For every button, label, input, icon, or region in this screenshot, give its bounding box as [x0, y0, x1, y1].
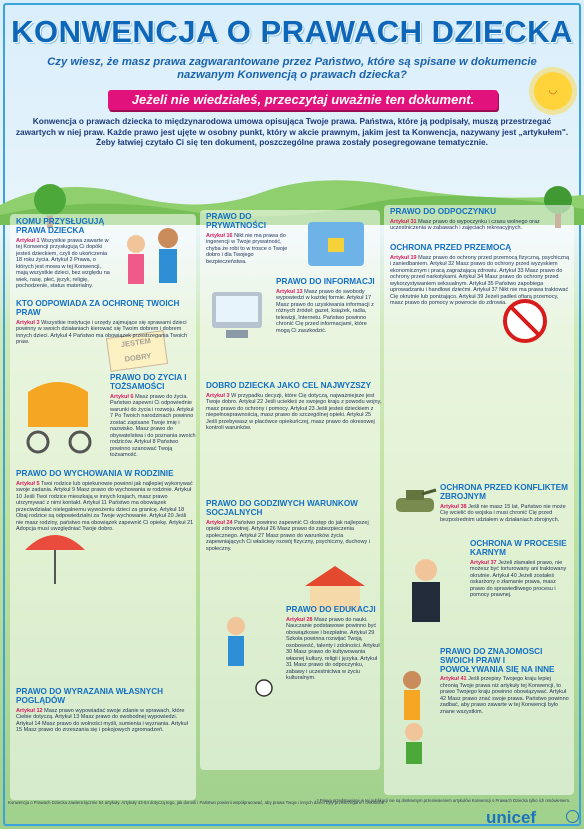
callout-banner: Jeżeli nie wiedziałeś, przeczytaj uważnie ten dokument.	[108, 90, 498, 110]
section-title: PRAWO DO ŻYCIA I TOŻSAMOŚCI	[110, 374, 187, 391]
section-text	[470, 560, 570, 599]
sun-face: ◡	[548, 85, 558, 96]
section-text	[440, 504, 570, 524]
section-text	[390, 219, 570, 232]
page-title: KONWENCJA O PRAWACH DZIECKA	[11, 14, 573, 49]
section-title: DOBRO DZIECKA JAKO CEL NAJWYŻSZY	[206, 382, 372, 390]
article-label: Artykuł 1	[16, 237, 40, 244]
sun-icon	[534, 72, 572, 110]
section-title: KOMU PRZYSŁUGUJĄ PRAWA DZIECKA	[16, 218, 105, 235]
section-body: Masz prawo do ochrony przed przemocą fizyczną, psychiczną i zaniedbaniem. Artykuł 32 Masz prawo do ochrony przed wyzyskiem ekonomicznym i pracą zagrażającą zdrowiu. Artykuł 33 Masz prawo do ochrony przed narkotykami. Artykuł 34 Masz prawo do ochrony przed wykorzystywaniem seksualnym. Artykuł 35 Państwo zapobiega uprowadzaniu i handlowi dziećmi. Artykuł 37 Nikt nie ma prawa traktować Cię okrutnie lub poniżająco. Artykuł 39 Jeżeli padłeś ofiarą przemocy, masz prawo do pomocy w powrocie do zdrowia.	[390, 254, 570, 307]
section-body: Masz prawo do swobody wypowiedzi w każdej formie. Artykuł 17 Masz prawo do uzyskiwania informacji z różnych źródeł: gazet, książek, radia, telewizji, Internetu. Państwo powinno chronić Cię przed informacjami, które mogą Ci zaszkodzić.	[276, 288, 374, 334]
section-criminal	[470, 540, 570, 644]
section-text	[206, 233, 292, 266]
footer-text: Konwencja o Prawach Dziecka zawiera łącznie 54 artykuły. Artykuły 43-54 dotyczą tego, jak dorośli i Państwo powinni współpracować, aby prawa Twoje i innych dzieci były przestrzegane i chronione.	[8, 800, 386, 805]
section-title: PRAWO DO ZNAJOMOŚCI SWOICH PRAW I POWOŁYWANIA SIĘ NA INNE	[440, 648, 555, 674]
section-body: Masz prawo do nauki. Nauczanie podstawowe powinno być obowiązkowe i bezpłatne. Artykuł 29 Szkoła powinna rozwijać Twoją osobowość, talenty i zdolności. Artykuł 30 Masz prawo do kultywowania własnej kultury, religii i języka. Artykuł 31 Masz prawo do odpoczynku, zabawy i uczestnictwa w życiu kulturalnym.	[286, 616, 380, 682]
section-body: Nikt nie ma prawa do ingerencji w Twoje prywatność, chyba że robi to w trosce o Twoje dobro i dla Twojego bezpieczeństwa.	[206, 232, 288, 265]
section-opinion	[16, 688, 194, 796]
soccer-illustration	[206, 612, 282, 702]
article-label: Artykuł 38	[440, 503, 467, 510]
umbrella-illustration	[20, 520, 90, 590]
section-body: Wszystkie instytucje i urzędy zajmujące się sprawami dzieci powinny w swoich działaniach kierować się Twoim dobrem i dobrem innych dzieci. Artykuł 4 Państwo ma obowiązek przestrzegania Twoich praw.	[16, 319, 188, 346]
section-body: Twoi rodzice lub opiekunowie powinni jak najlepiej wykonywać swoje zadania. Artykuł 9 Masz prawo do wychowania w rodzinie. Artykuł 10 Jeśli Twoi rodzice mieszkają w innych krajach, masz prawo utrzymywać z nimi kontakt. Artykuł 11 Państwo ma obowiązek przeciwdziałać nielegalnemu wywożeniu dzieci za granicę. Artykuł 18 Obaj rodzice są odpowiedzialni za Twoje wychowanie. Artykuł 20 Jeśli nie masz rodziny, państwo ma obowiązek zapewnić Ci opiekę. Artykuł 21 Adopcja musi uwzględniać Twoje dobro.	[16, 480, 194, 533]
article-label: Artykuł 13	[276, 288, 303, 295]
section-rest	[390, 208, 570, 242]
section-information	[276, 278, 378, 378]
section-body: Jeżeli złamałeś prawo, nie możesz być torturowany ani traktowany okrutnie. Artykuł 40 Jeżeli zostałeś oskarżony o złamanie prawa, masz prawo do sprawiedliwego procesu i pomocy prawnej.	[470, 559, 567, 599]
section-body: Wszystkie prawa zawarte w tej Konwencji przysługują Ci dopóki jesteś dzieckiem, czyli do ukończenia 18 roku życia. Artykuł 2 Prawa, o których jest mowa w tej Konwencji, mają wszystkie dzieci, bez względu na wiek, rasę, płeć, język, religię, pochodzenie, status materialny.	[16, 237, 110, 290]
section-title: KTO ODPOWIADA ZA OCHRONĘ TWOICH PRAW	[16, 300, 180, 317]
kids-illustration	[116, 214, 196, 304]
house-illustration	[300, 564, 370, 612]
section-text	[16, 238, 112, 290]
children-group-illustration	[392, 666, 436, 766]
section-title: PRAWO DO GODZIWYCH WARUNKÓW SOCJALNYCH	[206, 500, 358, 517]
article-label: Artykuł 31	[390, 218, 417, 225]
section-body: W przypadku decyzji, które Cię dotyczą, najważniejsze jest Twoje dobro. Artykuł 22 Jeśli uciekłeś ze swojego kraju z powodu wojny, masz prawo do ochrony i pomocy. Artykuł 23 Jeśli jesteś dzieckiem z niepełnosprawnością, masz prawo do szczególnej opieki. Artykuł 25 Jeśli przebywasz w placówce opiekuńczej, masz prawo do okresowej kontroli warunków.	[206, 392, 382, 432]
globe-icon	[566, 810, 579, 823]
section-title: PRAWO DO INFORMACJI	[276, 278, 375, 286]
article-label: Artykuł 37	[470, 559, 497, 566]
section-text	[206, 520, 382, 553]
section-title: PRAWO DO ODPOCZYNKU	[390, 208, 496, 216]
section-title: PRAWO DO EDUKACJI	[286, 606, 376, 614]
section-title: OCHRONA W PROCESIE KARNYM	[470, 540, 567, 557]
no-violence-sign-icon	[500, 296, 550, 346]
section-text	[16, 320, 194, 346]
diary-illustration	[298, 212, 378, 276]
article-label: Artykuł 3	[16, 319, 40, 326]
article-label: Artykuł 24	[206, 519, 233, 526]
pram-illustration	[18, 372, 106, 462]
unicef-logo: unicef	[486, 808, 537, 827]
article-label: Artykuł 16	[206, 232, 233, 239]
section-body: Państwo powinno zapewnić Ci dostęp do jak najlepszej opieki zdrowotnej. Artykuł 26 Masz prawo do zabezpieczenia społecznego. Artykuł 27 Masz prawo do warunków życia zapewniających Ci właściwy rozwój fizyczny, psychiczny, duchowy i społeczny.	[206, 519, 370, 552]
section-privacy	[206, 213, 292, 273]
article-label: Artykuł 28	[286, 616, 313, 623]
intro-paragraph: Konwencja o prawach dziecka to międzynarodowa umowa opisująca Twoje prawa. Państwa, które ją podpisały, muszą przestrzegać zawartych w niej praw. Każde prawo jest ujęte w osobny punkt, który w akcie prawnym, jakim jest ta Konwencja, nazywany jest „artykułem". Żeby łatwiej czytało Ci się ten dokument, poszczególne prawa zostały posegregowane tematycznie.	[15, 116, 569, 147]
article-label: Artykuł 5	[16, 480, 40, 487]
section-body: Masz prawo do życia. Państwo zapewni Ci odpowiednie warunki do życia i rozwoju. Artykuł 7 Po Twoich narodzinach powinno zostać zapisane Twoje imię i nazwisko. Masz prawo do obywatelstwa i do poznania swoich rodziców. Artykuł 8 Państwo powinno szanować Twoją tożsamość.	[110, 393, 196, 459]
section-text	[286, 617, 382, 682]
section-text	[16, 708, 194, 734]
section-text	[206, 393, 382, 432]
computer-illustration	[206, 284, 272, 350]
article-label: Artykuł 6	[110, 393, 134, 400]
tank-illustration	[392, 480, 438, 520]
section-text	[110, 394, 196, 459]
section-title: OCHRONA PRZED PRZEMOCĄ	[390, 244, 512, 252]
article-label: Artykuł 19	[390, 254, 417, 261]
section-body: Jeśli przepisy Twojego kraju lepiej chronią Twoje prawa niż artykuły tej Konwencji, to prawo Twojego kraju powinno obowiązywać. Artykuł 42 Masz prawo znać swoje prawa. Państwo powinno zadbać, aby prawo zawarte w tej Konwencji było znane wszystkim.	[440, 676, 569, 715]
section-protection	[16, 300, 194, 348]
section-title: PRAWO DO PRYWATNOŚCI	[206, 213, 267, 230]
intro-text	[14, 116, 570, 148]
section-title: PRAWO DO WYRAŻANIA WŁASNYCH POGLĄDÓW	[16, 688, 164, 705]
section-title: PRAWO DO WYCHOWANIA W RODZINIE	[16, 470, 174, 478]
section-text	[440, 676, 570, 715]
article-label: Artykuł 41	[440, 676, 467, 683]
footnote: * Prawa przedstawione w tej publikacji nie są dosłownym przeniesieniem artykułów Konwencji o Prawach Dziecka tylko ich omówieniem.	[317, 798, 570, 803]
section-body: Masz prawo wypowiadać swoje zdanie w sprawach, które Ciebie dotyczą. Artykuł 13 Masz prawo do swobodnej wypowiedzi. Artykuł 14 Masz prawo do wolności myśli, sumienia i wyznania. Artykuł 15 Masz prawo do zrzeszania się i pokojowych zgromadzeń.	[16, 707, 188, 734]
section-life	[110, 374, 196, 466]
section-best-interest	[206, 382, 382, 498]
section-text	[276, 289, 378, 335]
section-know-rights	[440, 648, 570, 760]
section-armed-conflict	[440, 484, 570, 534]
judge-illustration	[396, 554, 462, 634]
section-title: OCHRONA PRZED KONFLIKTEM ZBROJNYM	[440, 484, 568, 501]
article-label: Artykuł 3	[206, 392, 230, 399]
article-label: Artykuł 12	[16, 707, 43, 714]
section-body: Masz prawo do wypoczynku i czasu wolnego oraz uczestniczenia w zabawach i zajęciach rekreacyjnych.	[390, 218, 540, 232]
section-who	[16, 218, 112, 306]
section-education	[286, 606, 382, 716]
section-body: Jeśli nie masz 15 lat, Państwo nie może Cię wcielić do wojska i musi chronić Cię przed bezpośrednim udziałem w działaniach zbrojnych.	[440, 503, 566, 523]
subtitle: Czy wiesz, że masz prawa zagwarantowane przez Państwo, które są spisane w dokumencie nazwanym Konwencją o prawach dziecka?	[47, 56, 537, 81]
